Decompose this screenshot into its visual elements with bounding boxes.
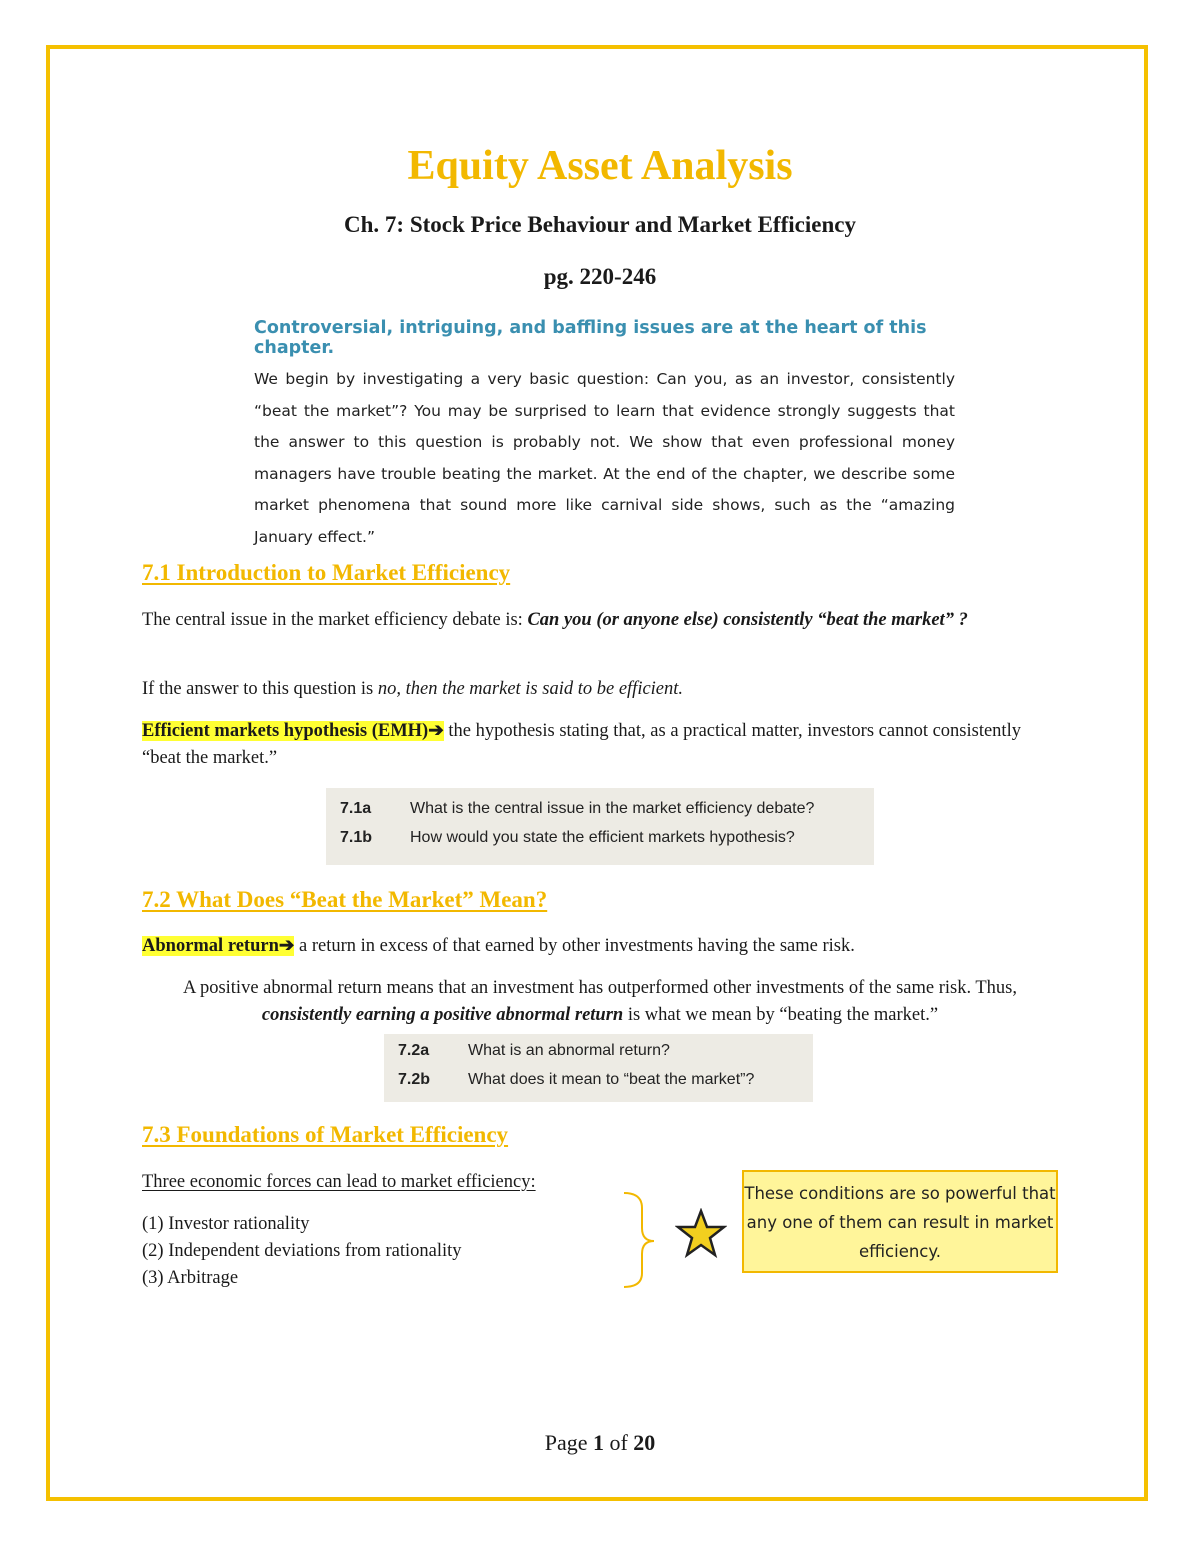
efficient-answer-paragraph <box>142 676 1022 703</box>
page-number-prefix: Page <box>544 1430 593 1455</box>
section-heading-7-3: 7.3 Foundations of Market Efficiency <box>142 1122 509 1147</box>
efficient-answer-text: If the answer to this question is <box>142 679 378 699</box>
page-number-middle: of <box>603 1430 634 1455</box>
efficient-answer-emphasis: no, then the market is said to be efficient. <box>377 679 684 699</box>
section-heading-7-1: 7.1 Introduction to Market Efficiency <box>142 560 511 585</box>
central-issue-text: The central issue in the market efficiency debate is: <box>142 610 528 630</box>
abnormal-return-definition-text: a return in excess of that earned by other investments having the same risk. <box>294 936 855 956</box>
question-row <box>340 823 860 852</box>
question-number: 7.1b <box>340 828 373 846</box>
emh-definition <box>142 718 1022 772</box>
forces-lead: Three economic forces can lead to market efficiency: <box>142 1172 536 1192</box>
question-row <box>398 1036 799 1065</box>
curly-bracket-icon <box>620 1190 656 1290</box>
question-row <box>398 1065 799 1094</box>
section-heading-7-2: 7.2 What Does “Beat the Market” Mean? <box>142 887 548 912</box>
forces-list <box>142 1211 462 1292</box>
conditions-note: These conditions are so powerful that any one of them can result in market efficiency. <box>742 1170 1058 1273</box>
question-number: 7.2a <box>398 1041 430 1059</box>
question-text: What is an abnormal return? <box>468 1041 670 1059</box>
page-number-current: 1 <box>592 1430 604 1455</box>
chapter-title: Ch. 7: Stock Price Behaviour and Market Efficiency <box>344 212 856 237</box>
intro-lead: Controversial, intriguing, and baffling issues are at the heart of this chapter. <box>254 318 927 358</box>
intro-body: We begin by investigating a very basic question: Can you, as an investor, consistently “beat the market”? You may be surprised to learn that evidence strongly suggests that the answer to this question is probably not. We show that even professional money managers have trouble beating the market. At the end of the chapter, we describe some market phenomena that sound more like carnival side shows, such as the “amazing January effect.” <box>254 370 955 546</box>
page-number-total: 20 <box>633 1430 656 1455</box>
review-questions-7-2 <box>384 1034 813 1102</box>
central-issue-paragraph <box>142 607 1022 634</box>
question-row <box>340 794 860 823</box>
question-number: 7.1a <box>340 799 372 817</box>
abnormal-return-term: Abnormal return➔ <box>142 936 295 956</box>
emh-definition-text: the hypothesis stating that, as a practical matter, investors cannot consistently “beat the market.” <box>142 721 1021 768</box>
question-text: What does it mean to “beat the market”? <box>468 1070 755 1088</box>
list-item: (3) Arbitrage <box>142 1268 239 1288</box>
question-text: How would you state the efficient markets hypothesis? <box>410 828 795 846</box>
list-item: (1) Investor rationality <box>142 1214 310 1234</box>
question-text: What is the central issue in the market efficiency debate? <box>410 799 815 817</box>
emh-term: Efficient markets hypothesis (EMH)➔ <box>142 721 444 741</box>
page-number <box>0 1430 1200 1456</box>
review-questions-7-1 <box>326 788 874 865</box>
chapter-intro <box>254 318 955 554</box>
beating-market-text-b: is what we mean by “beating the market.” <box>623 1005 939 1025</box>
beating-market-paragraph <box>140 975 1060 1029</box>
star-icon <box>675 1208 727 1260</box>
question-number: 7.2b <box>398 1070 431 1088</box>
beating-market-emphasis: consistently earning a positive abnormal return <box>261 1005 624 1025</box>
list-item: (2) Independent deviations from rationality <box>142 1241 462 1261</box>
document-title: Equity Asset Analysis <box>407 143 793 189</box>
beating-market-text-a: A positive abnormal return means that an investment has outperformed other investments of the same risk. Thus, <box>182 978 1018 998</box>
abnormal-return-definition <box>142 933 1022 960</box>
central-issue-question: Can you (or anyone else) consistently “beat the market” ? <box>527 610 968 630</box>
page-range: pg. 220-246 <box>543 264 657 289</box>
